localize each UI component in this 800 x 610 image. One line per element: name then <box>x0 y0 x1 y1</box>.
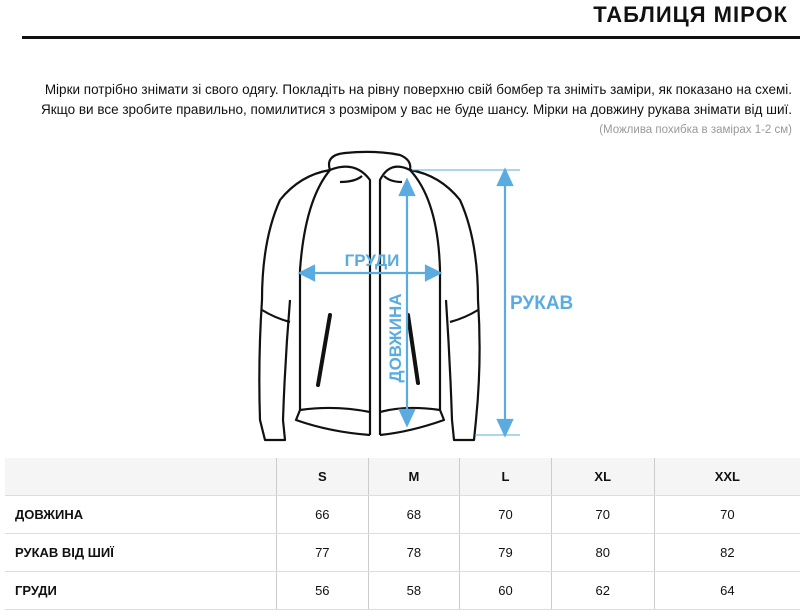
size-value: 66 <box>277 496 369 534</box>
size-value: 77 <box>277 534 369 572</box>
row-label: ГРУДИ <box>5 572 277 610</box>
header-cell: XL <box>551 458 654 496</box>
header-cell <box>5 458 277 496</box>
header-cell: S <box>277 458 369 496</box>
size-value: 70 <box>460 496 552 534</box>
size-value: 79 <box>460 534 552 572</box>
tolerance-note: (Можлива похибка в замірах 1-2 см) <box>599 124 792 136</box>
size-value: 62 <box>551 572 654 610</box>
size-value: 56 <box>277 572 369 610</box>
length-label: ДОВЖИНА <box>386 293 405 383</box>
size-table <box>5 458 800 610</box>
sleeve-label: РУКАВ <box>510 293 574 314</box>
instructions-line-1: Мірки потрібно знімати зі свого одягу. Покладіть на рівну поверхню свій бомбер та зніміть заміри, як показано на схемі. <box>44 82 792 97</box>
size-value: 64 <box>654 572 800 610</box>
row-label: РУКАВ ВІД ШИЇ <box>5 534 277 572</box>
header-cell: M <box>368 458 460 496</box>
chest-label: ГРУДИ <box>344 251 400 270</box>
header-cell: XXL <box>654 458 800 496</box>
table-row <box>5 534 800 572</box>
table-row <box>5 496 800 534</box>
table-header-row <box>5 458 800 496</box>
instructions-line-2: Якщо ви все зробите правильно, помилитися з розміром у вас не буде шансу. Мірки на довжину рукава знімати від шиї. <box>40 102 792 117</box>
size-value: 60 <box>460 572 552 610</box>
row-label: ДОВЖИНА <box>5 496 277 534</box>
size-value: 80 <box>551 534 654 572</box>
size-value: 70 <box>654 496 800 534</box>
jacket-outline <box>259 152 479 440</box>
size-value: 78 <box>368 534 460 572</box>
header-cell: L <box>460 458 552 496</box>
size-value: 58 <box>368 572 460 610</box>
size-value: 70 <box>551 496 654 534</box>
table-row <box>5 572 800 610</box>
size-value: 82 <box>654 534 800 572</box>
measurement-arrows <box>300 170 520 435</box>
size-value: 68 <box>368 496 460 534</box>
page-title: ТАБЛИЦЯ МІРОК <box>593 2 788 27</box>
